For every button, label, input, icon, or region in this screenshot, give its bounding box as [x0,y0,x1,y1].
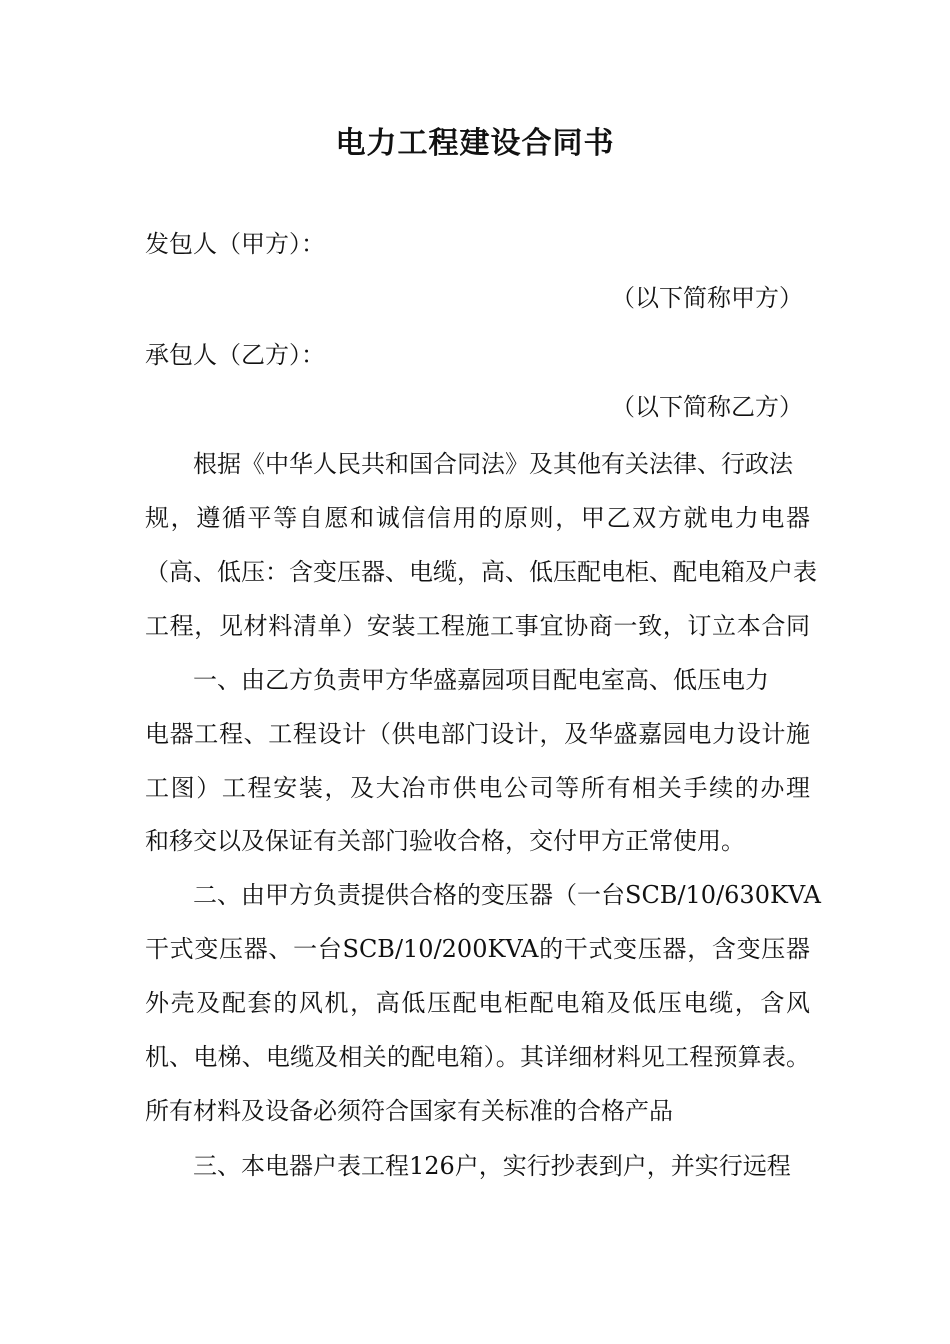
body-line: 三、本电器户表工程126户，实行抄表到户，并实行远程 [193,1152,791,1180]
body-line: 所有材料及设备必须符合国家有关标准的合格产品 [145,1097,673,1125]
body-line: 机、电梯、电缆及相关的配电箱）。其详细材料见工程预算表。 [145,1043,810,1071]
body-line: 规，遵循平等自愿和诚信信用的原则，甲乙双方就电力电器 [145,504,810,532]
body-line: 外壳及配套的风机，高低压配电柜配电箱及低压电缆，含风 [145,989,810,1017]
party-b-alias: （以下简称乙方） [611,393,803,421]
body-line: 电器工程、工程设计（供电部门设计，及华盛嘉园电力设计施 [145,720,810,748]
body-line: 和移交以及保证有关部门验收合格，交付甲方正常使用。 [145,827,745,855]
party-a-label: 发包人（甲方）： [145,230,325,258]
body-line: 根据《中华人民共和国合同法》及其他有关法律、行政法 [193,450,793,478]
body-line: 干式变压器、一台SCB/10/200KVA的干式变压器，含变压器 [145,935,810,963]
body-line: 一、由乙方负责甲方华盛嘉园项目配电室高、低压电力 [193,666,769,694]
party-a-alias: （以下简称甲方） [611,284,803,312]
party-b-label: 承包人（乙方）： [145,341,325,369]
document-title: 电力工程建设合同书 [335,126,615,161]
body-line: （高、低压：含变压器、电缆，高、低压配电柜、配电箱及户表 [145,558,817,586]
body-line: 工程，见材料清单）安装工程施工事宜协商一致，订立本合同 [145,612,810,640]
body-line: 工图）工程安装，及大冶市供电公司等所有相关手续的办理 [145,774,810,802]
body-line: 二、由甲方负责提供合格的变压器（一台SCB/10/630KVA [193,881,821,909]
